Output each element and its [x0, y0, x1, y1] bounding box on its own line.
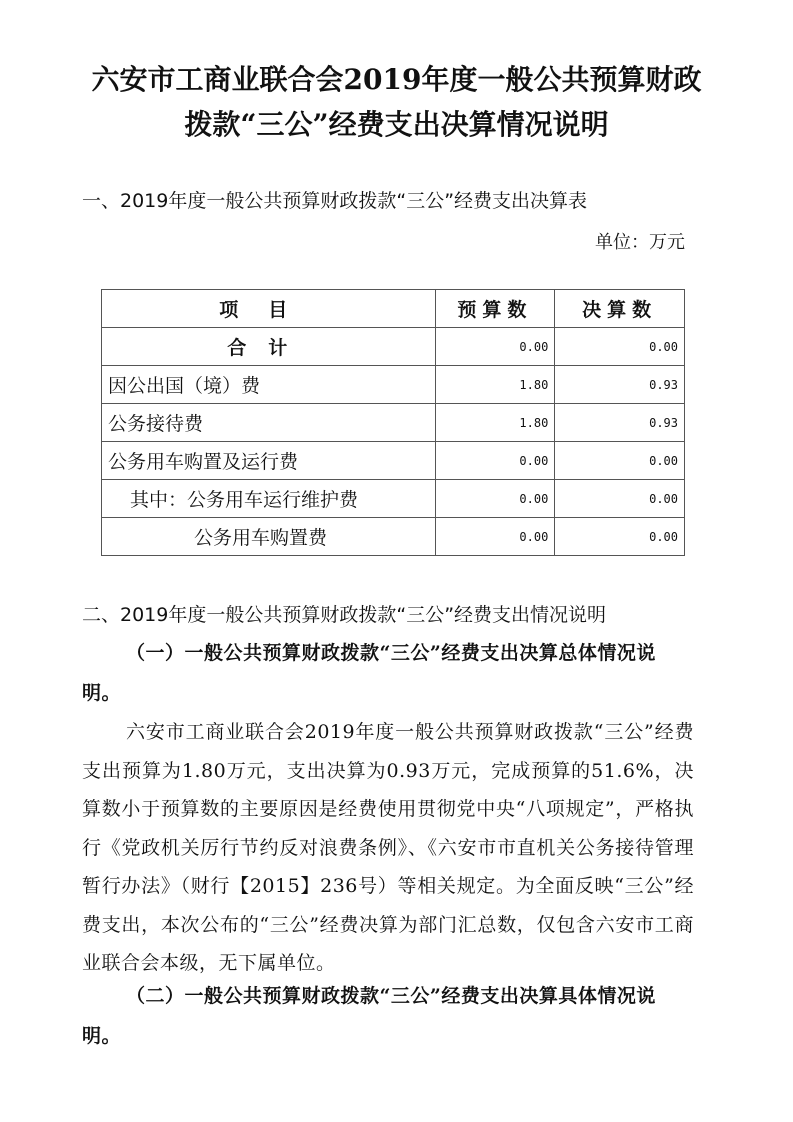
subsection-2-heading: （二）一般公共预算财政拨款“三公”经费支出决算具体情况说明。 [82, 985, 656, 1047]
row-budget: 0.00 [435, 328, 555, 366]
row-final: 0.00 [555, 328, 685, 366]
row-item: 其中：公务用车运行维护费 [102, 480, 436, 518]
row-final: 0.93 [555, 366, 685, 404]
row-item: 公务用车购置及运行费 [102, 442, 436, 480]
subsection-1-heading: （一）一般公共预算财政拨款“三公”经费支出决算总体情况说明。 [82, 642, 656, 704]
subsection-1-body: 六安市工商业联合会2019年度一般公共预算财政拨款“三公”经费支出预算为1.80万元，支出决算为0.93万元，完成预算的51.6%，决算数小于预算数的主要原因是经费使用贯彻党中央“八项规定”，严格执行《党政机关厉行节约反对浪费条例》、《六安市市直机关公务接待管理暂行办法》（财行【2015】236号）等相关规定。为全面反映“三公”经费支出，本次公布的“三公”经费决算为部门汇总数，仅包含六安市工商业联合会本级，无下属单位。 [82, 721, 694, 974]
unit-label: 单位：万元 [595, 232, 685, 253]
table-row [102, 480, 685, 518]
header-final: 决算数 [555, 290, 685, 328]
row-item: 公务接待费 [102, 404, 436, 442]
row-item: 合计 [102, 328, 436, 366]
row-budget: 0.00 [435, 518, 555, 556]
document-title-line-1: 六安市工商业联合会2019年度一般公共预算财政 [91, 63, 702, 96]
row-budget: 1.80 [435, 366, 555, 404]
row-budget: 1.80 [435, 404, 555, 442]
table-header-row [102, 290, 685, 328]
row-final: 0.00 [555, 480, 685, 518]
table-row [102, 404, 685, 442]
table-row [102, 518, 685, 556]
row-budget: 0.00 [435, 442, 555, 480]
row-item: 因公出国（境）费 [102, 366, 436, 404]
document-title-line-2: 拨款“三公”经费支出决算情况说明 [184, 108, 609, 141]
row-final: 0.00 [555, 518, 685, 556]
section-2-heading: 二、2019年度一般公共预算财政拨款“三公”经费支出情况说明 [82, 604, 607, 626]
row-final: 0.93 [555, 404, 685, 442]
table-row [102, 366, 685, 404]
row-budget: 0.00 [435, 480, 555, 518]
row-final: 0.00 [555, 442, 685, 480]
header-item: 项目 [102, 290, 436, 328]
section-1-heading: 一、2019年度一般公共预算财政拨款“三公”经费支出决算表 [82, 190, 588, 212]
table-row [102, 442, 685, 480]
table-row [102, 328, 685, 366]
header-budget: 预算数 [435, 290, 555, 328]
row-item: 公务用车购置费 [102, 518, 436, 556]
three-public-expenses-table [101, 289, 685, 556]
